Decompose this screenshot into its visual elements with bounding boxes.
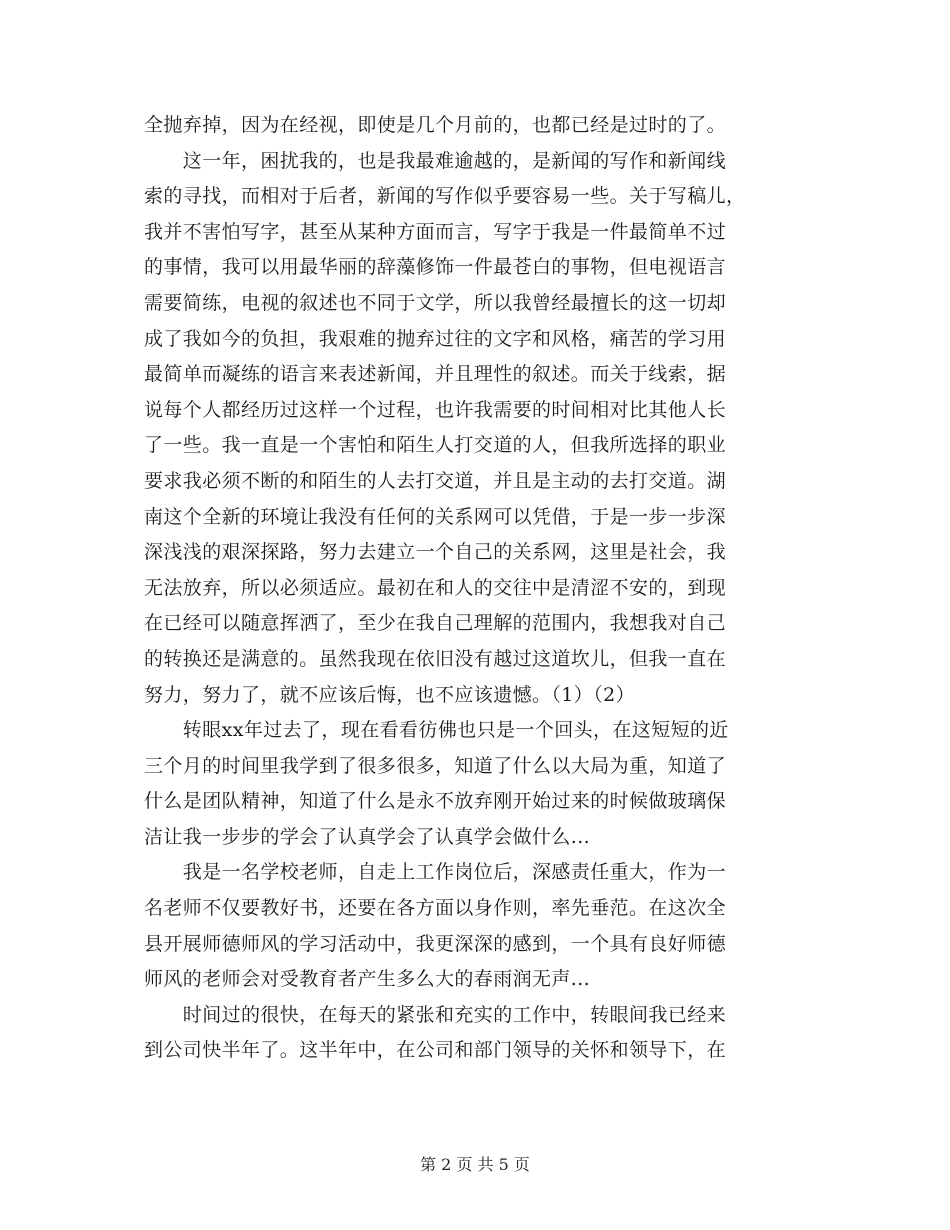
text-line: 师风的老师会对受教育者产生多么大的春雨润无声...: [144, 968, 591, 991]
text-line: 我并不害怕写字，甚至从某种方面而言，写字于我是一件最简单不过: [144, 220, 727, 243]
text-line: 洁让我一步步的学会了认真学会了认真学会做什么...: [144, 825, 591, 848]
text-line: 最简单而凝练的语言来表述新闻，并且理性的叙述。而关于线索，据: [144, 363, 727, 386]
text-line: 说每个人都经历过这样一个过程，也许我需要的时间相对比其他人长: [144, 398, 727, 421]
text-line: 三个月的时间里我学到了很多很多，知道了什么以大局为重，知道了: [144, 754, 727, 777]
text-line: 在已经可以随意挥洒了，至少在我自己理解的范围内，我想我对自己: [144, 612, 727, 635]
page-footer: 第 2 页 共 5 页: [420, 1155, 530, 1174]
text-line: 需要简练，电视的叙述也不同于文学，所以我曾经最擅长的这一切却: [144, 291, 727, 314]
text-line: 南这个全新的环境让我没有任何的关系网可以凭借，于是一步一步深: [144, 505, 727, 528]
text-line: 全抛弃掉，因为在经视，即使是几个月前的，也都已经是过时的了。: [144, 114, 727, 136]
text-line: 了一些。我一直是一个害怕和陌生人打交道的人，但我所选择的职业: [144, 434, 727, 457]
body-text: [144, 108, 810, 1069]
text-line: 要求我必须不断的和陌生的人去打交道，并且是主动的去打交道。湖: [144, 469, 727, 492]
text-line: 深浅浅的艰深探路，努力去建立一个自己的关系网，这里是社会，我: [144, 541, 727, 564]
text-line: 什么是团队精神，知道了什么是永不放弃刚开始过来的时候做玻璃保: [144, 790, 727, 813]
text-line: 我是一名学校老师，自走上工作岗位后，深感责任重大，作为一: [144, 861, 727, 884]
text-line: 这一年，困扰我的，也是我最难逾越的，是新闻的写作和新闻线: [144, 149, 727, 172]
text-line: 到公司快半年了。这半年中，在公司和部门领导的关怀和领导下，在: [144, 1039, 727, 1062]
text-line: 努力，努力了，就不应该后悔，也不应该遗憾。（1）（2）: [144, 683, 635, 706]
text-line: 的事情，我可以用最华丽的辞藻修饰一件最苍白的事物，但电视语言: [144, 256, 727, 279]
text-line: 的转换还是满意的。虽然我现在依旧没有越过这道坎儿，但我一直在: [144, 647, 727, 670]
text-line: 县开展师德师风的学习活动中，我更深深的感到，一个具有良好师德: [144, 932, 727, 955]
text-line: 无法放弃，所以必须适应。最初在和人的交往中是清涩不安的，到现: [144, 576, 727, 599]
text-line: 名老师不仅要教好书，还要在各方面以身作则，率先垂范。在这次全: [144, 897, 727, 920]
text-line: 索的寻找，而相对于后者，新闻的写作似乎要容易一些。关于写稿儿，: [144, 185, 746, 208]
text-line: 转眼xx年过去了，现在看看彷佛也只是一个回头，在这短短的近: [144, 719, 729, 742]
text-line: 时间过的很快，在每天的紧张和充实的工作中，转眼间我已经来: [144, 1003, 727, 1026]
text-line: 成了我如今的负担，我艰难的抛弃过往的文字和风格，痛苦的学习用: [144, 327, 727, 350]
